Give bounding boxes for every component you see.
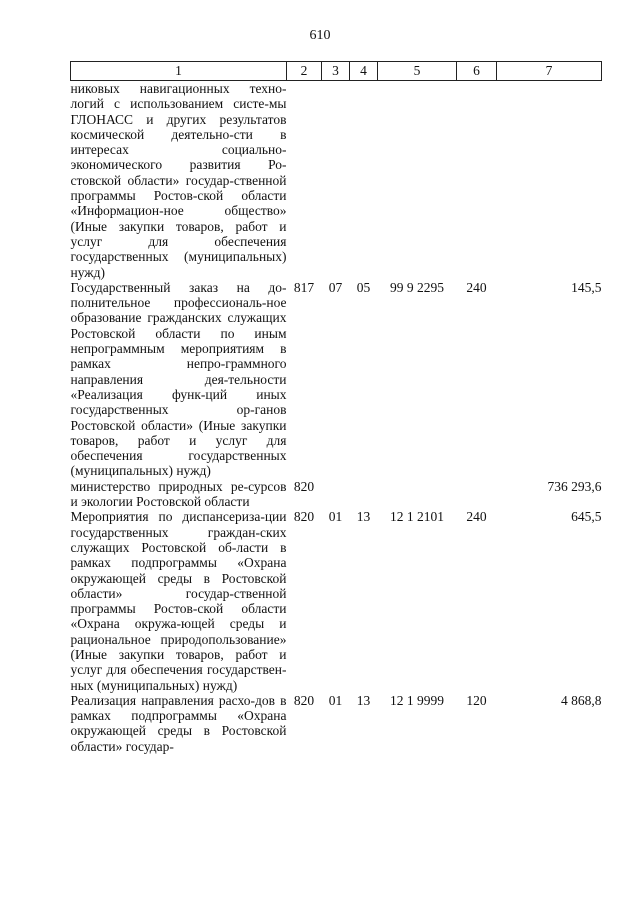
expense-type-code: 120 bbox=[466, 692, 487, 708]
ministry-code: 820 bbox=[293, 478, 315, 494]
expense-type-code bbox=[457, 479, 497, 510]
column-header: 4 bbox=[350, 62, 378, 81]
target-article-code: 12 1 2101 bbox=[390, 509, 444, 525]
table-row bbox=[71, 693, 602, 754]
row-description: министерство природных ре-сурсов и экологии Ростовской области bbox=[70, 478, 287, 510]
row-description: Государственный заказ на до-полнительное профессиональ-ное образование гражданских служащих Ростовской области по иным непрограммным мероприятиям в рамках непро-граммного направления дея-тельности «Реализация функ-ций иных государственных ор-ганов Ростовской области» (Иные закупки товаров, работ и услуг для обеспечения государственных (муниципальных) нужд) bbox=[70, 279, 287, 479]
table-header-row bbox=[71, 62, 602, 81]
ministry-code: 820 bbox=[293, 692, 315, 708]
expense-type-code: 240 bbox=[466, 509, 487, 525]
section-code: 07 bbox=[328, 279, 343, 295]
subsection-code: 05 bbox=[356, 279, 371, 295]
expense-type-code: 240 bbox=[466, 279, 487, 295]
expense-type-code bbox=[457, 81, 497, 280]
column-header: 7 bbox=[497, 62, 602, 81]
target-article-code: 99 9 2295 bbox=[390, 279, 444, 295]
section-code bbox=[322, 81, 350, 280]
amount: 4 868,8 bbox=[561, 692, 602, 708]
page-number: 610 bbox=[309, 28, 331, 43]
row-description: Реализация направления расхо-дов в рамках подпрограммы «Охрана окружающей среды в Ростовской области» государ- bbox=[70, 692, 287, 754]
column-header: 2 bbox=[287, 62, 322, 81]
amount bbox=[497, 81, 602, 280]
ministry-code: 817 bbox=[293, 279, 315, 295]
row-description: никовых навигационных техно-логий с использованием систе-мы ГЛОНАСС и других результатов космической деятельно-сти в интересах социально-экономического развития Ро-стовской области» государ-ственной программы Ростов-ской области «Информацион-ное общество» (Иные закупки товаров, работ и услуг для обеспечения государственных (муниципальных) нужд) bbox=[70, 81, 287, 280]
ministry-code bbox=[287, 81, 322, 280]
column-header: 1 bbox=[71, 62, 287, 81]
subsection-code: 13 bbox=[356, 509, 371, 525]
target-article-code bbox=[378, 81, 457, 280]
budget-table bbox=[70, 61, 602, 754]
row-description: Мероприятия по диспансериза-ции государственных граждан-ских служащих Ростовской об-ласти в рамках подпрограммы «Охрана окружающей среды в Ростовской области» государ-ственной программы Ростов-ской области «Охрана окружа-ющей среды и рациональное природопользование» (Иные закупки товаров, работ и услуг для обеспечения государствен-ных (муниципальных) нужд) bbox=[70, 509, 287, 693]
ministry-code: 820 bbox=[293, 509, 315, 525]
target-article-code bbox=[378, 479, 457, 510]
table-row bbox=[71, 280, 602, 479]
amount: 736 293,6 bbox=[547, 478, 602, 494]
amount: 145,5 bbox=[571, 279, 602, 295]
table-row bbox=[71, 81, 602, 280]
amount: 645,5 bbox=[571, 509, 602, 525]
subsection-code: 13 bbox=[356, 692, 371, 708]
section-code: 01 bbox=[328, 509, 343, 525]
column-header: 3 bbox=[322, 62, 350, 81]
column-header: 5 bbox=[378, 62, 457, 81]
table-row bbox=[71, 479, 602, 510]
section-code: 01 bbox=[328, 692, 343, 708]
table-row bbox=[71, 509, 602, 693]
subsection-code bbox=[350, 81, 378, 280]
target-article-code: 12 1 9999 bbox=[390, 692, 444, 708]
section-code bbox=[322, 479, 350, 510]
subsection-code bbox=[350, 479, 378, 510]
column-header: 6 bbox=[457, 62, 497, 81]
